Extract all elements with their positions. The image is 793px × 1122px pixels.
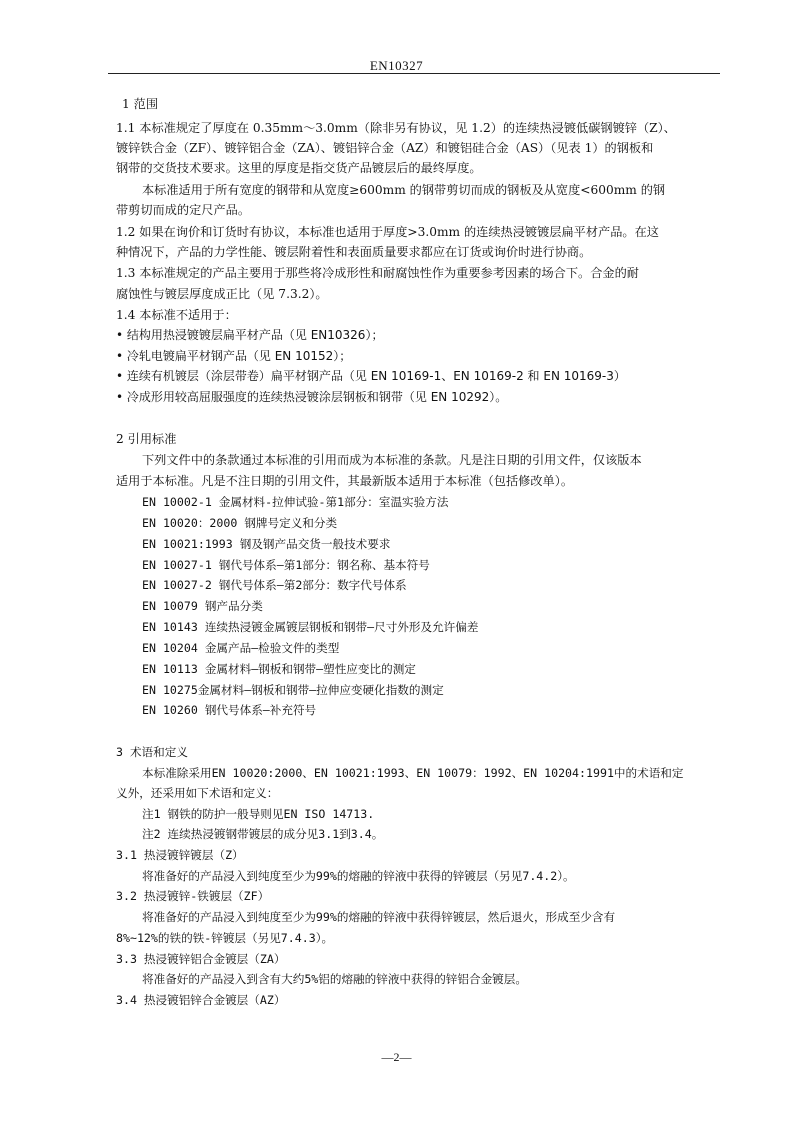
bullet-item: • 冷成形用较高屈服强度的连续热浸镀涂层钢板和钢带（见 EN 10292）。 <box>116 390 508 404</box>
body-line: 1.2 如果在询价和订货时有协议，本标准也适用于厚度>3.0mm 的连续热浸镀镀层扁平材产品。在这 <box>116 225 659 239</box>
body-line: 镀锌铁合金（ZF）、镀锌铝合金（ZA）、镀铝锌合金（AZ）和镀铝硅合金（AS）（见表 1）的钢板和 <box>116 141 654 155</box>
body-line: 义外，还采用如下术语和定义： <box>116 786 279 800</box>
reference-item: EN 10275金属材料—钢板和钢带—拉伸应变硬化指数的测定 <box>142 683 444 697</box>
reference-item: EN 10113 金属材料—钢板和钢带—塑性应变比的测定 <box>142 662 416 676</box>
subsection-heading: 3.4 热浸镀铝锌合金镀层（AZ） <box>116 993 286 1007</box>
reference-item: EN 10204 金属产品—检验文件的类型 <box>142 641 340 655</box>
reference-item: EN 10260 钢代号体系—补充符号 <box>142 703 317 717</box>
reference-item: EN 10021:1993 钢及钢产品交货一般技术要求 <box>142 537 391 551</box>
subsection-heading: 3.1 热浸镀锌镀层（Z） <box>116 848 244 862</box>
bullet-item: • 结构用热浸镀镀层扁平材产品（见 EN10326）； <box>116 328 384 342</box>
subsection-heading: 3.3 热浸镀锌铝合金镀层（ZA） <box>116 952 286 966</box>
bullet-item: • 冷轧电镀扁平材钢产品（见 EN 10152）； <box>116 349 352 363</box>
section-3-heading: 3 术语和定义 <box>116 745 188 759</box>
body-line: 本标准除采用EN 10020:2000、EN 10021:1993、EN 10079：1992、EN 10204:1991中的术语和定 <box>142 766 684 780</box>
note-line: 注2 连续热浸镀钢带镀层的成分见3.1到3.4。 <box>142 827 384 841</box>
body-line: 下列文件中的条款通过本标准的引用而成为本标准的条款。凡是注日期的引用文件，仅该版本 <box>142 453 642 467</box>
note-line: 注1 钢铁的防护一般导则见EN ISO 14713. <box>142 807 375 821</box>
reference-item: EN 10027-1 钢代号体系—第1部分：钢名称、基本符号 <box>142 558 430 572</box>
reference-item: EN 10143 连续热浸镀金属镀层钢板和钢带—尺寸外形及允许偏差 <box>142 620 479 634</box>
reference-item: EN 10027-2 钢代号体系—第2部分：数字代号体系 <box>142 578 407 592</box>
body-line: 1.3 本标准规定的产品主要用于那些将冷成形性和耐腐蚀性作为重要参考因素的场合下。合金的耐 <box>116 266 639 280</box>
body-line: 将准备好的产品浸入到纯度至少为99%的熔融的锌液中获得锌镀层，然后退火，形成至少含有 <box>142 910 616 924</box>
body-line: 1.1 本标准规定了厚度在 0.35mm～3.0mm（除非另有协议，见 1.2）的连续热浸镀低碳钢镀锌（Z）、 <box>116 121 676 135</box>
reference-item: EN 10020：2000 钢牌号定义和分类 <box>142 516 338 530</box>
reference-item: EN 10002-1 金属材料-拉伸试验-第1部分：室温实验方法 <box>142 495 449 509</box>
page-number: —2— <box>381 1050 412 1064</box>
header-rule <box>108 73 720 74</box>
body-line: 腐蚀性与镀层厚度成正比（见 7.3.2）。 <box>116 287 328 301</box>
section-2-heading: 2 引用标准 <box>116 432 177 446</box>
body-line: 适用于本标准。凡是不注日期的引用文件，其最新版本适用于本标准（包括修改单）。 <box>116 474 574 488</box>
reference-item: EN 10079 钢产品分类 <box>142 599 263 613</box>
body-line: 本标准适用于所有宽度的钢带和从宽度≥600mm 的钢带剪切而成的钢板及从宽度<600mm 的钢 <box>142 183 666 197</box>
body-line: 1.4 本标准不适用于： <box>116 308 237 322</box>
body-line: 钢带的交货技术要求。这里的厚度是指交货产品镀层后的最终厚度。 <box>116 161 482 175</box>
subsection-heading: 3.2 热浸镀锌-铁镀层（ZF） <box>116 889 270 903</box>
body-line: 种情况下，产品的力学性能、镀层附着性和表面质量要求都应在订货或询价时进行协商。 <box>116 245 592 259</box>
document-header-title: EN10327 <box>369 58 424 73</box>
section-1-heading: 1 范围 <box>122 97 159 111</box>
bullet-item: • 连续有机镀层（涂层带卷）扁平材钢产品（见 EN 10169-1、EN 10169-2 和 EN 10169-3） <box>116 369 626 383</box>
body-line: 8%~12%的铁的铁-锌镀层（另见7.4.3）。 <box>116 931 334 945</box>
body-line: 带剪切而成的定尺产品。 <box>116 203 251 217</box>
body-line: 将准备好的产品浸入到纯度至少为99%的熔融的锌液中获得的锌镀层（另见7.4.2）。 <box>142 869 575 883</box>
body-line: 将准备好的产品浸入到含有大约5%铝的熔融的锌液中获得的锌铝合金镀层。 <box>142 972 527 986</box>
